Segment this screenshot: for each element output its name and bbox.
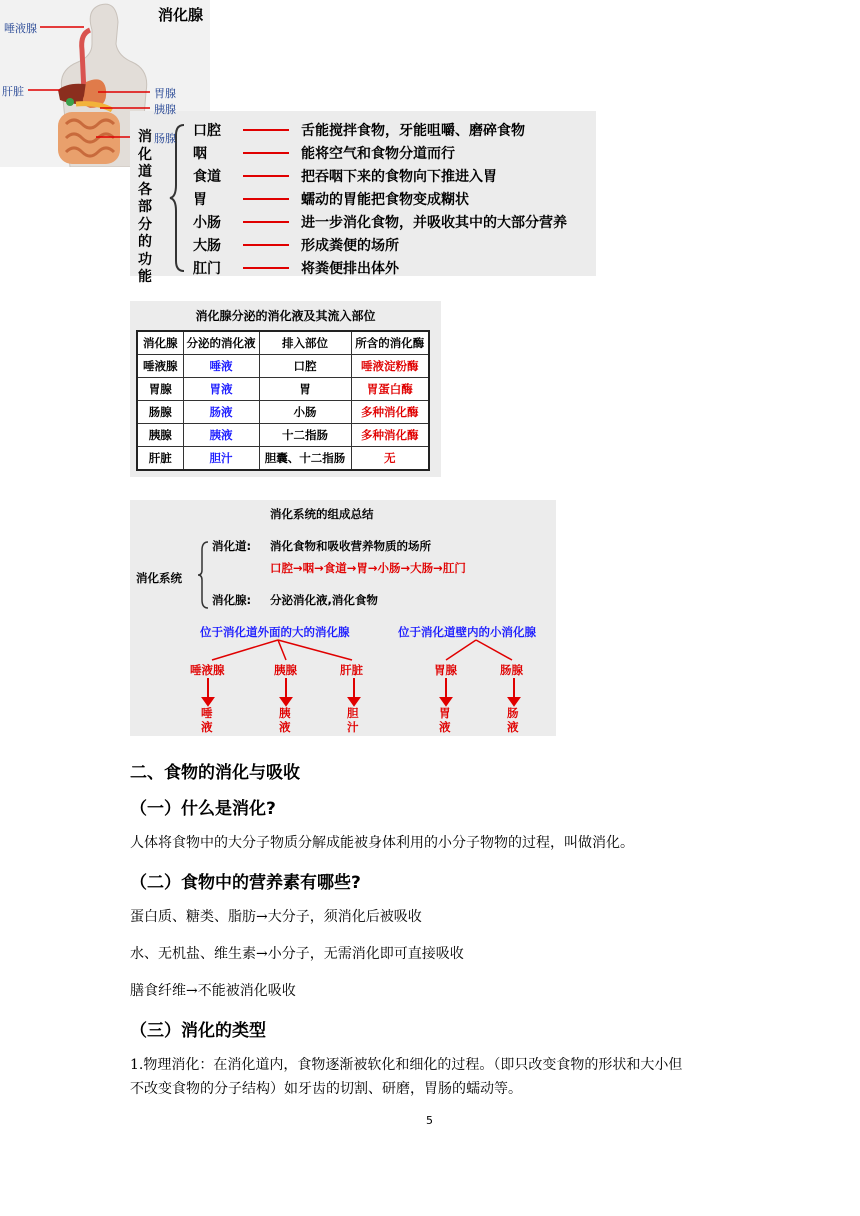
section-heading: 二、食物的消化与吸收: [130, 763, 300, 783]
tract-desc: 消化食物和吸收营养物质的场所: [270, 539, 431, 553]
table-header-row: [137, 331, 429, 355]
juice-name: 肠 液: [507, 706, 519, 734]
tract-row: 大肠 形成粪便的场所: [193, 238, 399, 254]
paragraph: 水、无机盐、维生素→小分子，无需消化即可直接吸收: [130, 946, 464, 962]
label-intestinal: 肠腺: [154, 132, 176, 145]
table-cell: 唾液腺: [137, 355, 183, 378]
gland-name: 肠腺: [500, 663, 523, 677]
tract-path: 口腔→咽→食道→胃→小肠→大肠→肛门: [270, 561, 466, 575]
page-number: 5: [426, 1114, 433, 1127]
header-cell: 分泌的消化液: [183, 331, 259, 355]
table-cell: 胆囊、十二指肠: [259, 447, 351, 471]
label-gastric: 胃腺: [154, 87, 176, 100]
system-label: 消化系统: [136, 571, 182, 585]
tract-row: 肛门 将粪便排出体外: [193, 261, 399, 277]
paragraph: 不改变食物的分子结构）如牙齿的切割、研磨，胃肠的蠕动等。: [130, 1081, 522, 1097]
gland-desc: 分泌消化液,消化食物: [270, 593, 378, 607]
table-row: [137, 355, 429, 378]
digestive-system-summary-figure: [130, 500, 556, 736]
subsection-heading: （一）什么是消化?: [130, 799, 276, 819]
outer-gland-title: 位于消化道外面的大的消化腺: [200, 625, 350, 639]
paragraph: 1.物理消化：在消化道内，食物逐渐被软化和细化的过程。（即只改变食物的形状和大小但: [130, 1057, 683, 1073]
table-cell: 肝脏: [137, 447, 183, 471]
table-caption: 消化腺分泌的消化液及其流入部位: [195, 309, 376, 323]
table-cell: 唾液淀粉酶: [351, 355, 429, 378]
juice-name: 胃 液: [439, 706, 451, 734]
table-cell: 肠液: [183, 401, 259, 424]
table-cell: 无: [351, 447, 429, 471]
tract-label: 消化道:: [212, 539, 252, 553]
table-cell: 多种消化酶: [351, 401, 429, 424]
paragraph: 人体将食物中的大分子物质分解成能被身体利用的小分子物物的过程，叫做消化。: [130, 835, 634, 851]
gland-label: 消化腺:: [212, 593, 252, 607]
table-row: [137, 378, 429, 401]
digestive-tract-function-figure: [130, 111, 596, 285]
gland-figure-title: 消化腺: [158, 6, 204, 24]
table-cell: 胰液: [183, 424, 259, 447]
gland-secretion-table-figure: [130, 301, 441, 477]
gland-name: 唾液腺: [190, 663, 225, 677]
juice-name: 唾 液: [201, 706, 213, 734]
subsection-heading: （三）消化的类型: [130, 1021, 266, 1041]
label-salivary: 唾液腺: [4, 22, 37, 35]
table-cell: 胆汁: [183, 447, 259, 471]
tract-row: 胃 蠕动的胃能把食物变成糊状: [193, 192, 469, 208]
table-row: [137, 447, 429, 471]
paragraph: 蛋白质、糖类、脂肪→大分子，须消化后被吸收: [130, 909, 422, 925]
table-row: [137, 424, 429, 447]
label-liver: 肝脏: [2, 85, 24, 98]
table-cell: 多种消化酶: [351, 424, 429, 447]
table-cell: 胰腺: [137, 424, 183, 447]
table-cell: 胃: [259, 378, 351, 401]
tract-row: 口腔 舌能搅拌食物，牙能咀嚼、磨碎食物: [193, 123, 525, 139]
tract-row: 小肠 进一步消化食物，并吸收其中的大部分营养: [193, 215, 567, 231]
subsection-heading: （二）食物中的营养素有哪些?: [130, 873, 361, 893]
table-row: [137, 401, 429, 424]
gland-name: 胰腺: [274, 663, 297, 677]
table-cell: 肠腺: [137, 401, 183, 424]
table-cell: 胃蛋白酶: [351, 378, 429, 401]
tract-row: 咽 能将空气和食物分道而行: [193, 146, 455, 162]
tract-row: 食道 把吞咽下来的食物向下推进入胃: [193, 169, 497, 185]
gland-table: [136, 330, 430, 471]
gland-name: 肝脏: [340, 663, 363, 677]
gland-arrows: [130, 500, 556, 736]
table-cell: 唾液: [183, 355, 259, 378]
juice-name: 胆 汁: [347, 706, 359, 734]
paragraph: 膳食纤维→不能被消化吸收: [130, 983, 296, 999]
table-cell: 胃液: [183, 378, 259, 401]
table-cell: 十二指肠: [259, 424, 351, 447]
header-cell: 消化腺: [137, 331, 183, 355]
table-cell: 口腔: [259, 355, 351, 378]
header-cell: 排入部位: [259, 331, 351, 355]
table-cell: 小肠: [259, 401, 351, 424]
summary-title: 消化系统的组成总结: [270, 507, 374, 521]
table-cell: 胃腺: [137, 378, 183, 401]
inner-gland-title: 位于消化道壁内的小消化腺: [398, 625, 536, 639]
header-cell: 所含的消化酶: [351, 331, 429, 355]
juice-name: 胰 液: [279, 706, 291, 734]
label-pancreas: 胰腺: [154, 103, 176, 116]
gland-name: 胃腺: [434, 663, 457, 677]
tract-vertical-title: 消 化 道 各 部 分 的 功 能: [138, 129, 152, 285]
